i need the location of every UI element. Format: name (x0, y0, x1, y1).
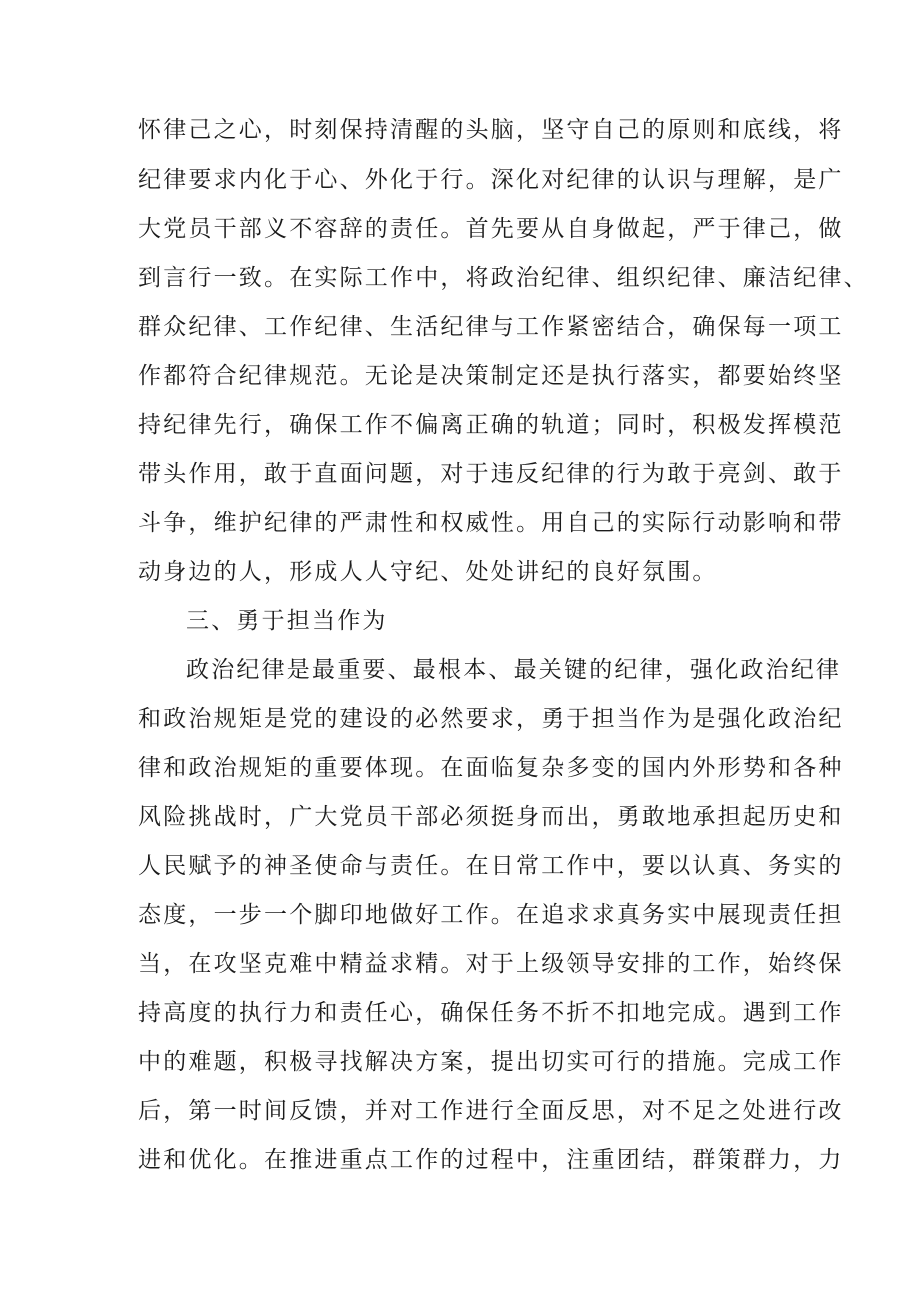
paragraph-line: 到言行一致。在实际工作中，将政治纪律、组织纪律、廉洁纪律、 (138, 265, 869, 291)
paragraph-line: 后，第一时间反馈，并对工作进行全面反思，对不足之处进行改 (138, 1098, 844, 1124)
paragraph-line: 态度，一步一个脚印地做好工作。在追求求真务实中展现责任担 (138, 902, 844, 928)
paragraph-line: 大党员干部义不容辞的责任。首先要从自身做起，严于律己，做 (138, 216, 844, 242)
paragraph-line: 持纪律先行，确保工作不偏离正确的轨道；同时，积极发挥模范 (138, 412, 844, 438)
paragraph-line: 和政治规矩是党的建设的必然要求，勇于担当作为是强化政治纪 (138, 706, 844, 732)
section-heading: 三、勇于担当作为 (186, 608, 388, 634)
paragraph-line: 带头作用，敢于直面问题，对于违反纪律的行为敢于亮剑、敢于 (138, 461, 844, 487)
paragraph-line: 动身边的人，形成人人守纪、处处讲纪的良好氛围。 (138, 559, 718, 585)
paragraph-line: 风险挑战时，广大党员干部必须挺身而出，勇敢地承担起历史和 (138, 804, 844, 830)
paragraph-line: 政治纪律是最重要、最根本、最关键的纪律，强化政治纪律 (186, 657, 842, 683)
paragraph-line: 群众纪律、工作纪律、生活纪律与工作紧密结合，确保每一项工 (138, 314, 844, 340)
paragraph-line: 作都符合纪律规范。无论是决策制定还是执行落实，都要始终坚 (138, 363, 844, 389)
paragraph-line: 当，在攻坚克难中精益求精。对于上级领导安排的工作，始终保 (138, 951, 844, 977)
paragraph-line: 怀律己之心，时刻保持清醒的头脑，坚守自己的原则和底线，将 (138, 117, 844, 143)
paragraph-line: 中的难题，积极寻找解决方案，提出切实可行的措施。完成工作 (138, 1049, 844, 1075)
paragraph-line: 持高度的执行力和责任心，确保任务不折不扣地完成。遇到工作 (138, 1000, 844, 1026)
paragraph-line: 斗争，维护纪律的严肃性和权威性。用自己的实际行动影响和带 (138, 510, 844, 536)
paragraph-line: 人民赋予的神圣使命与责任。在日常工作中，要以认真、务实的 (138, 853, 844, 879)
paragraph-line: 进和优化。在推进重点工作的过程中，注重团结，群策群力，力 (138, 1147, 844, 1173)
paragraph-line: 律和政治规矩的重要体现。在面临复杂多变的国内外形势和各种 (138, 755, 844, 781)
paragraph-line: 纪律要求内化于心、外化于行。深化对纪律的认识与理解，是广 (138, 167, 844, 193)
